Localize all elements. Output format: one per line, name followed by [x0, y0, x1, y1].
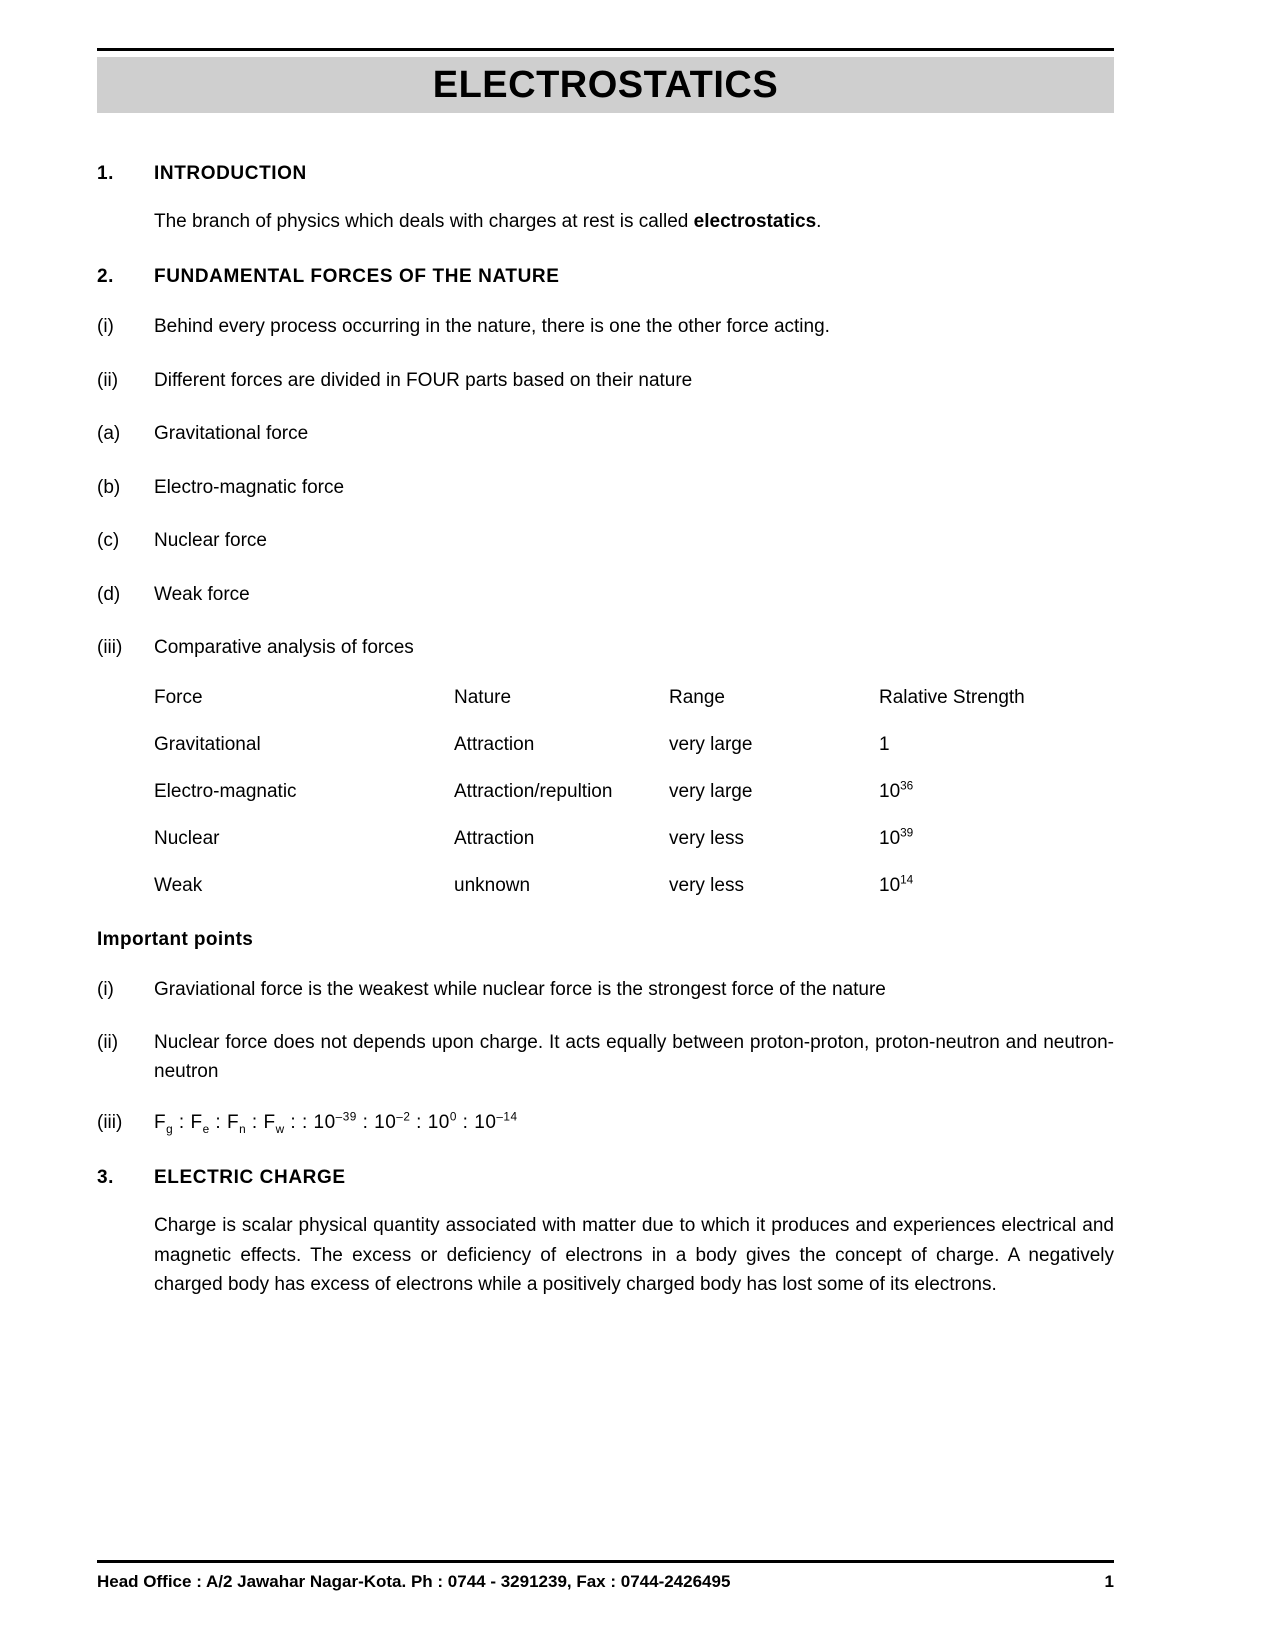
footer-divider [97, 1560, 1114, 1563]
list-item [97, 473, 1114, 502]
document-content [97, 163, 1114, 1300]
strength-base: 1 [879, 733, 890, 755]
value-base: 10 [474, 1111, 497, 1133]
cell-nature: unknown [454, 874, 531, 896]
force-ratio-line [97, 1108, 1114, 1137]
list-marker: (iii) [97, 1111, 123, 1133]
cell-nature: Attraction [454, 827, 535, 849]
column-header-relative-strength: Ralative Strength [879, 686, 1025, 708]
introduction-paragraph [154, 207, 1114, 236]
table-row [154, 828, 1114, 850]
list-marker: (i) [97, 978, 114, 1000]
section-title: ELECTRIC CHARGE [154, 1167, 346, 1189]
important-points-heading: Important points [97, 928, 254, 950]
introduction-text-before: The branch of physics which deals with charges at rest is called [154, 211, 694, 232]
cell-nature: Attraction [454, 733, 535, 755]
section-title: INTRODUCTION [154, 163, 307, 184]
section-heading-fundamental-forces [97, 266, 1114, 288]
table-row [154, 875, 1114, 897]
subscript-w: w [275, 1122, 285, 1136]
force-ratio-formula [154, 1108, 1114, 1137]
value-exponent: –14 [496, 1110, 518, 1124]
separator: : [246, 1111, 264, 1133]
list-item [97, 633, 1114, 662]
page-title: ELECTROSTATICS [432, 64, 779, 106]
list-item [97, 526, 1114, 555]
cell-strength [879, 734, 1114, 756]
symbol-fn: F [227, 1111, 240, 1133]
section-number: 2. [97, 266, 115, 288]
subscript-g: g [166, 1122, 174, 1136]
cell-range: very large [669, 733, 753, 755]
cell-force: Weak [154, 874, 203, 896]
strength-exponent: 39 [900, 826, 914, 840]
strength-exponent: 36 [900, 779, 914, 793]
section-title: FUNDAMENTAL FORCES OF THE NATURE [154, 266, 560, 288]
list-item-text: Nuclear force [154, 530, 267, 552]
symbol-fg: F [154, 1111, 167, 1133]
section-number: 1. [97, 163, 115, 184]
table-row [154, 781, 1114, 803]
introduction-term-bold: electrostatics [693, 211, 817, 232]
column-header-force: Force [154, 686, 203, 708]
list-item [97, 975, 1114, 1004]
list-marker: (ii) [97, 1031, 119, 1053]
list-item [97, 1028, 1114, 1087]
list-item [97, 312, 1114, 341]
page-footer [97, 1560, 1114, 1592]
value-base: 10 [374, 1111, 397, 1133]
list-marker: (c) [97, 530, 120, 552]
list-item-text: Electro-magnatic force [154, 476, 345, 498]
list-item [97, 419, 1114, 448]
list-item-text: Behind every process occurring in the nature, there is one the other force acting. [154, 316, 830, 338]
list-marker: (b) [97, 476, 121, 498]
list-item-text: Graviational force is the weakest while nuclear force is the strongest force of the nature [154, 978, 886, 1000]
symbol-fe: F [190, 1111, 203, 1133]
cell-force: Nuclear [154, 827, 220, 849]
cell-range: very less [669, 827, 744, 849]
cell-range: very large [669, 780, 753, 802]
list-marker: (i) [97, 316, 114, 338]
list-marker: (d) [97, 583, 121, 605]
list-item [97, 580, 1114, 609]
separator: : [356, 1111, 375, 1133]
ratio-value-3 [428, 1112, 457, 1133]
list-item-text: Different forces are divided in FOUR parts based on their nature [154, 369, 693, 391]
column-header-nature: Nature [454, 686, 512, 708]
value-base: 10 [313, 1111, 336, 1133]
symbol-fw: F [263, 1111, 276, 1133]
separator: : [410, 1111, 428, 1133]
subscript-n: n [239, 1122, 247, 1136]
introduction-text-after: . [816, 211, 822, 232]
value-exponent: 0 [449, 1110, 457, 1124]
cell-strength [879, 875, 1114, 897]
cell-nature: Attraction/repultion [454, 780, 613, 802]
separator: : [456, 1111, 475, 1133]
list-item-text: Gravitational force [154, 423, 309, 445]
force-comparison-table [154, 687, 1114, 897]
strength-base: 10 [879, 874, 901, 896]
value-exponent: –2 [396, 1110, 411, 1124]
table-header-row [154, 687, 1114, 709]
footer-page-number: 1 [1104, 1572, 1114, 1591]
double-separator: : : [284, 1111, 314, 1133]
list-marker: (iii) [97, 637, 123, 659]
ratio-value-1 [314, 1112, 357, 1133]
footer-row [97, 1572, 1114, 1592]
cell-strength [879, 781, 1114, 803]
column-header-range: Range [669, 686, 725, 708]
strength-base: 10 [879, 827, 901, 849]
list-item-text: Comparative analysis of forces [154, 637, 414, 659]
strength-exponent: 14 [900, 873, 914, 887]
cell-strength [879, 828, 1114, 850]
strength-base: 10 [879, 780, 901, 802]
ratio-value-2 [374, 1112, 410, 1133]
value-exponent: –39 [335, 1110, 357, 1124]
list-item-text: Weak force [154, 583, 250, 605]
cell-range: very less [669, 874, 744, 896]
header-divider [97, 48, 1114, 51]
list-marker: (a) [97, 423, 121, 445]
list-marker: (ii) [97, 369, 119, 391]
separator: : [173, 1111, 191, 1133]
cell-force: Gravitational [154, 733, 261, 755]
section-number: 3. [97, 1167, 115, 1189]
cell-force: Electro-magnatic [154, 780, 297, 802]
separator: : [209, 1111, 227, 1133]
electric-charge-paragraph: Charge is scalar physical quantity associated with matter due to which it produces and experiences electrical and magnetic effects. The excess or deficiency of electrons in a body gives the concept of charge. A negatively charged body has excess of electrons while a positively charged body has lost some of its electrons. [154, 1215, 1114, 1296]
list-item-text: Nuclear force does not depends upon charge. It acts equally between proton-proton, proton-neutron and neutron-neutron [154, 1031, 1114, 1083]
title-banner [97, 57, 1114, 113]
section-heading-electric-charge [97, 1167, 1114, 1189]
table-row [154, 734, 1114, 756]
ratio-value-4 [474, 1112, 517, 1133]
section-heading-introduction [97, 163, 1114, 185]
list-item [97, 366, 1114, 395]
value-base: 10 [427, 1111, 450, 1133]
footer-office-info: Head Office : A/2 Jawahar Nagar-Kota. Ph : 0744 - 3291239, Fax : 0744-2426495 [97, 1572, 731, 1591]
subscript-e: e [202, 1122, 210, 1136]
